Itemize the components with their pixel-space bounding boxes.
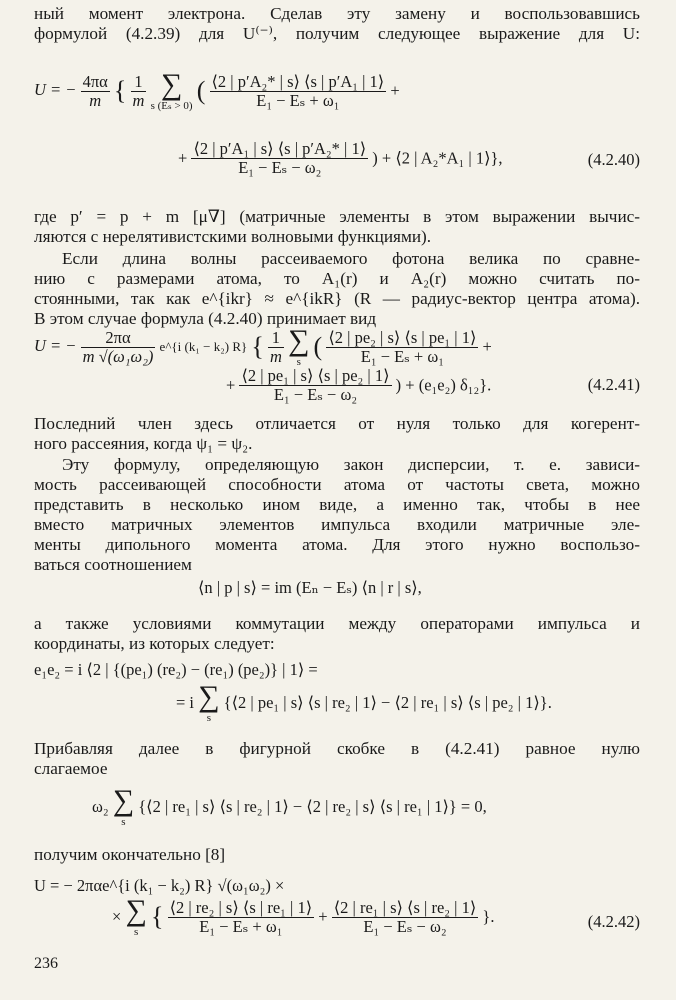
equation-4-2-41-line2: + $\frac{\text{⟨2 | pe₁ | s⟩ ⟨s | pe₂ | 1⟩}}{\text{E₁ − Eₛ − ω₂}}$ ) + (e₁e₂) δ₁₂}. [226, 366, 492, 404]
text-line: Если длина волны рассеиваемого фотона велика по сравне- [62, 249, 640, 268]
text-line: ного рассеяния, когда ψ₁ = ψ₂. [34, 434, 253, 453]
equation-e1e2-line2: = i ∑ s {⟨2 | pe₁ | s⟩ ⟨s | re₂ | 1⟩ − ⟨2 | re₁ | s⟩ ⟨s | pe₂ | 1⟩}. [176, 680, 552, 724]
equation-number: (4.2.41) [587, 375, 640, 394]
text-line: координаты, из которых следует: [34, 634, 275, 653]
text-line: где p′ = p + m [μ∇] (матричные элементы в этом выражении вычис- [34, 207, 640, 226]
equation-zero-term: ω₂ ∑ s {⟨2 | re₁ | s⟩ ⟨s | re₂ | 1⟩ − ⟨2 | re₂ | s⟩ ⟨s | re₁ | 1⟩} = 0, [92, 784, 487, 828]
equation-e1e2-line1: e₁e₂ = i ⟨2 | {(pe₁) (re₂) − (re₁) (pe₂)} | 1⟩ = [34, 660, 318, 679]
text-line: а также условиями коммутации между операторами импульса и [34, 614, 640, 633]
equation-4-2-40-line1: U = − $\frac{4\pi\alpha}{m}$ { $\frac{1}{m}$ ∑ s (Eₛ > 0) ( $\frac{\text{⟨2 | p′A₂* | s⟩ ⟨s | p′A₁ | 1⟩}}{\text{E₁ − Eₛ + ω₁}}$ + [34, 68, 400, 112]
text-line: мость рассеивающей способности атома от частоты света, можно [34, 475, 640, 494]
text-line: формулой (4.2.39) для U⁽⁻⁾, получим следующее выражение для U: [34, 24, 640, 43]
text-line: вместо матричных элементов импульса входили матричные эле- [34, 515, 640, 534]
text-line: стоянными, так как e^{ikr} ≈ e^{ikR} (R — радиус-вектор центра атома). [34, 289, 640, 308]
text-line: нию с размерами атома, то A₁(r) и A₂(r) можно считать по- [34, 269, 640, 288]
equation-4-2-42-line2: × ∑ s { $\frac{\text{⟨2 | re₂ | s⟩ ⟨s | re₁ | 1⟩}}{\text{E₁ − Eₛ + ω₁}}$ + $\frac{\text{⟨2 | re₁ | s⟩ ⟨s | re₂ | 1⟩}}{\text{E₁ − Eₛ − ω₂}}$ }. [112, 894, 495, 938]
equation-number: (4.2.40) [587, 150, 640, 169]
equation-4-2-40-line2: + $\frac{\text{⟨2 | p′A₁ | s⟩ ⟨s | p′A₂* | 1⟩}}{\text{E₁ − Eₛ − ω₂}}$ ) + ⟨2 | A₂*A₁ | 1⟩}, [178, 139, 503, 177]
equation-4-2-41-line1: U = − $\frac{2\pi\alpha}{\text{m √(ω₁ω₂)}}$ e^{i (k₁ − k₂) R} { $\frac{1}{m}$ ∑ s ( $\frac{\text{⟨2 | pe₂ | s⟩ ⟨s | pe₁ | 1⟩}}{\text{E₁ − Eₛ + ω₁}}$ + [34, 324, 492, 368]
equation-commutator: ⟨n | p | s⟩ = im (Eₙ − Eₛ) ⟨n | r | s⟩, [198, 578, 422, 597]
text-line: слагаемое [34, 759, 108, 778]
equation-number: (4.2.42) [587, 912, 640, 931]
text-line: ляются с нерелятивистскими волновыми функциями). [34, 227, 432, 246]
text-line: менты дипольного момента атома. Для этого нужно воспользо- [34, 535, 640, 554]
page-number: 236 [34, 955, 58, 972]
text-line: ваться соотношением [34, 555, 192, 574]
text-line: представить в несколько ином виде, а именно так, чтобы в нее [34, 495, 640, 514]
text-line: получим окончательно [8] [34, 845, 226, 864]
equation-4-2-42-line1: U = − 2παe^{i (k₁ − k₂) R} √(ω₁ω₂) × [34, 876, 285, 895]
text-line: Эту формулу, определяющую закон дисперсии, т. е. зависи- [62, 455, 640, 474]
text-line: В этом случае формула (4.2.40) принимает вид [34, 309, 377, 328]
text-line: Прибавляя далее в фигурной скобке в (4.2.41) равное нулю [34, 739, 640, 758]
text-line: Последний член здесь отличается от нуля только для когерент- [34, 414, 640, 433]
text-line: ный момент электрона. Сделав эту замену и воспользовавшись [34, 4, 640, 23]
